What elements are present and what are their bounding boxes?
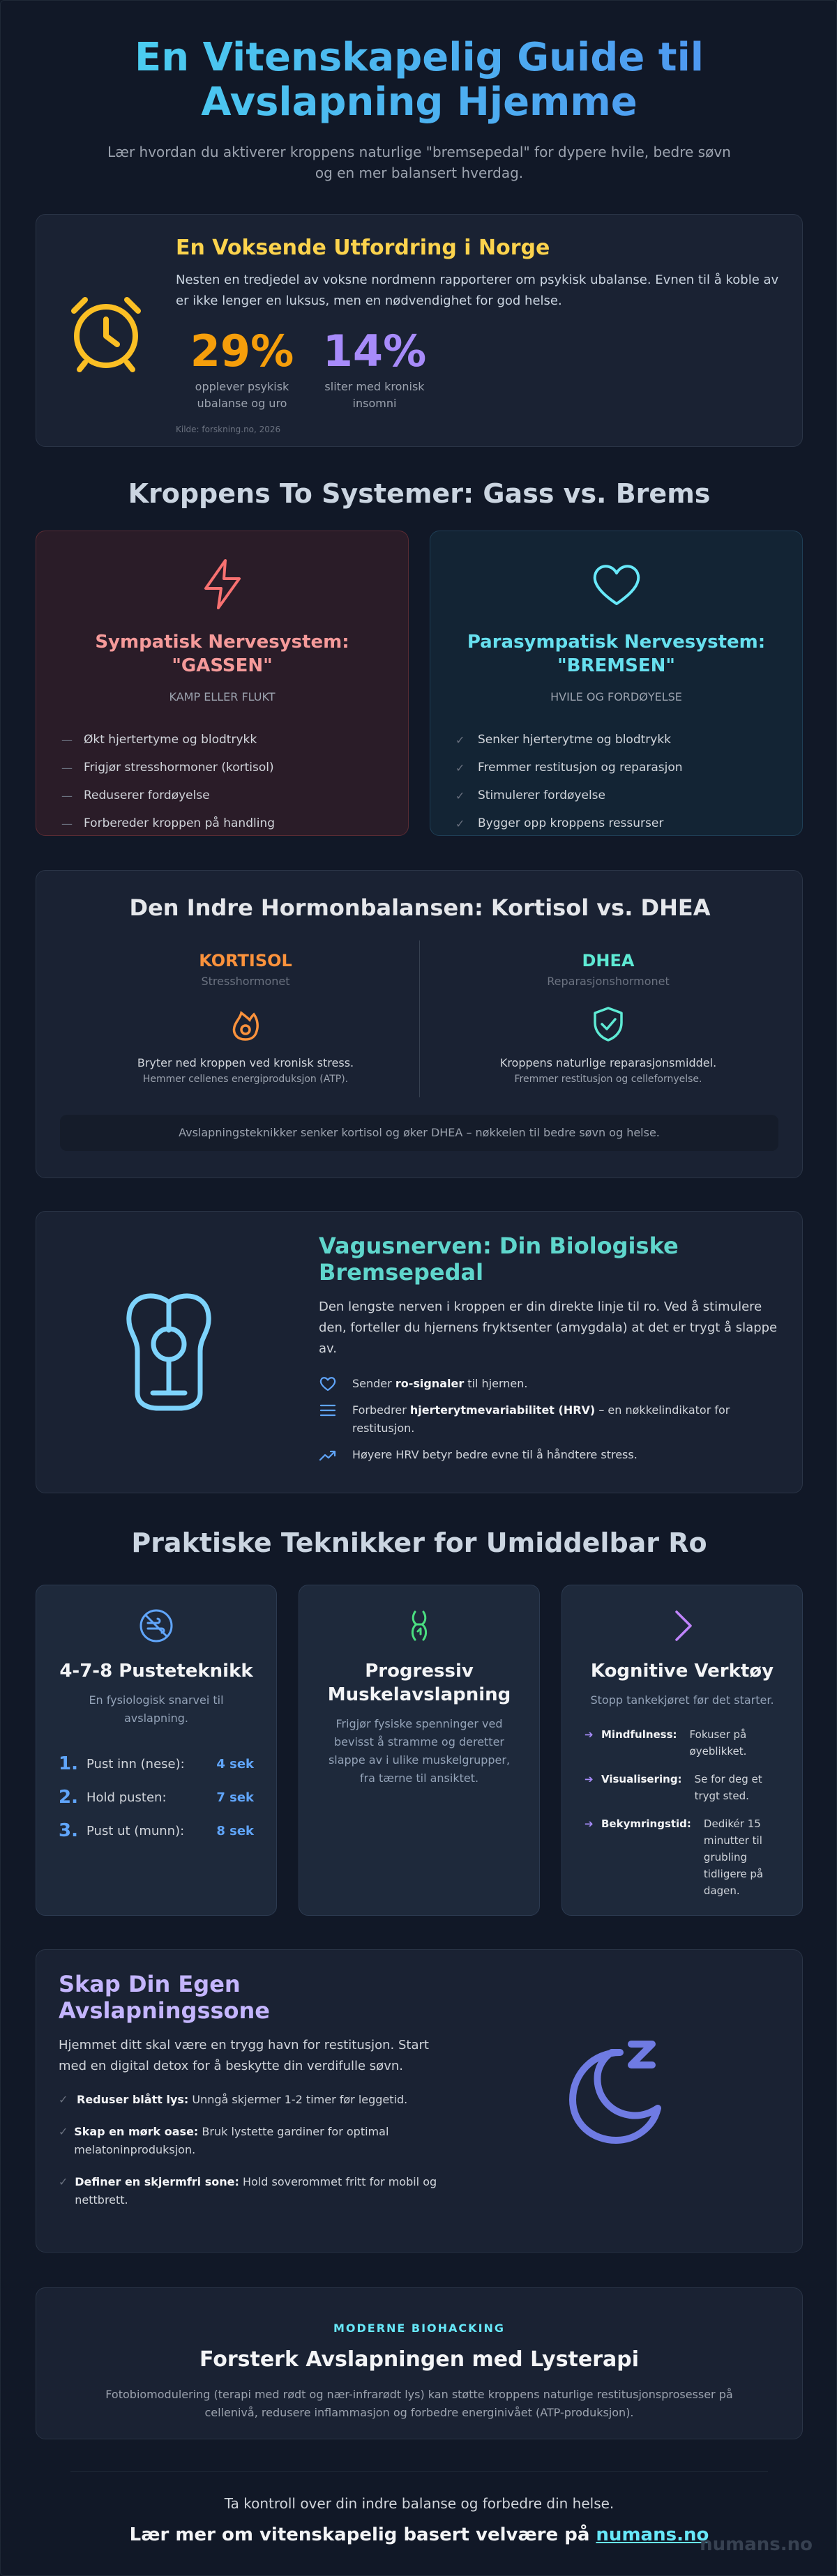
zone-card (36, 1949, 803, 2253)
parasympathetic-list (455, 726, 777, 837)
vagus-title: Vagusnerven: Din Biologiske Bremsepedal (319, 1233, 679, 1286)
dash-icon: — (61, 761, 73, 775)
vagus-nerve-icon (116, 1288, 221, 1414)
list-item-text (352, 1446, 638, 1464)
list-item-text (74, 2123, 449, 2159)
list-item (455, 754, 777, 782)
dhea-desc: Kroppens naturlige reparasjonsmiddel. (499, 1056, 717, 1069)
footer-line1: Ta kontroll over din indre balanse og forbedre din helse. (224, 2495, 614, 2512)
text-bold: Skap en mørk oase: (74, 2125, 199, 2138)
breathing-sub: En fysiologisk snarvei til avslapning. (89, 1693, 224, 1725)
lines-icon (319, 1401, 337, 1419)
list-item (61, 809, 383, 837)
list-item (455, 782, 777, 809)
check-icon: ✓ (455, 761, 465, 775)
hormone-summary: Avslapningsteknikker senker kortisol og øker DHEA – nøkkelen til bedre søvn og helse. (60, 1115, 778, 1151)
muscle-card (299, 1585, 540, 1916)
list-item (59, 2173, 449, 2209)
flame-icon (226, 1005, 265, 1044)
list-item-text: Stimulerer fordøyelse (478, 788, 605, 802)
trend-up-icon (319, 1446, 337, 1464)
alarm-clock-icon (64, 291, 148, 375)
list-item-value: Dedikér 15 minutter til grubling tidligere på dagen. (703, 1817, 764, 1897)
step-value: 4 sek (216, 1756, 254, 1771)
list-item-text: Reduserer fordøyelse (84, 788, 210, 802)
step-label: Hold pusten: (86, 1790, 167, 1805)
parasympathetic-card (430, 531, 803, 836)
text: Høyere HRV betyr bedre evne til å håndtere stress. (352, 1448, 638, 1461)
list-item-value: Se for deg et trygt sted. (694, 1773, 762, 1802)
zone-title: Skap Din Egen Avslapningssone (59, 1971, 270, 2024)
list-item-text: Forbereder kroppen på handling (84, 816, 275, 830)
step-row (59, 1781, 254, 1814)
list-item-key: Mindfulness: (601, 1728, 677, 1741)
hero (36, 36, 803, 183)
stat-value: 14% (322, 326, 427, 376)
step-row (59, 1814, 254, 1847)
vagus-text: Den lengste nerven i kroppen er din direkte linje til ro. Ved å stimulere den, forteller du hjernens fryktsenter (amygdala) at det er trygt å slappe av. (319, 1300, 778, 1356)
source-note: Kilde: forskning.no, 2026 (176, 425, 281, 434)
list-item-text: Fremmer restitusjon og reparasjon (478, 761, 683, 775)
list-item (455, 809, 777, 837)
list-item (319, 1446, 783, 1464)
light-title: Forsterk Avslapningen med Lysterapi (199, 2347, 640, 2372)
dash-icon: — (61, 733, 73, 747)
muscle-icon (400, 1606, 439, 1645)
cortisol-column (71, 951, 420, 1085)
list-item (455, 726, 777, 754)
dash-icon: — (61, 788, 73, 802)
step-label: Pust ut (munn): (86, 1823, 185, 1838)
dash-icon: — (61, 816, 73, 830)
hormone-card (36, 870, 803, 1178)
list-item-key: Visualisering: (601, 1773, 682, 1785)
stats (176, 328, 783, 412)
step-row (59, 1747, 254, 1781)
zone-body (59, 1971, 449, 2209)
brand-watermark: numans.no (700, 2534, 813, 2555)
parasympathetic-subtitle: HVILE OG FORDØYELSE (550, 690, 682, 703)
systems-title: Kroppens To Systemer: Gass vs. Brems (128, 478, 711, 509)
cortisol-note: Hemmer cellenes energiproduksjon (ATP). (142, 1074, 349, 1085)
list-item (61, 726, 383, 754)
list-item (61, 782, 383, 809)
vagus-list (319, 1375, 783, 1464)
text-bold: Reduser blått lys: (77, 2093, 189, 2106)
moon-icon (556, 2037, 668, 2149)
stat-value: 29% (190, 326, 294, 376)
text: Bruk lystette gardiner for optimal melatoninproduksjon. (74, 2125, 389, 2156)
list-item (585, 1726, 780, 1760)
arrow-icon: ➔ (585, 1817, 594, 1830)
sympathetic-card (36, 531, 409, 836)
challenge-text: Nesten en tredjedel av voksne nordmenn rapporterer om psykisk ubalanse. Evnen til å koble av er ikke lenger en luksus, men en nødvendighet for god helse. (176, 273, 779, 308)
cortisol-name: KORTISOL (199, 951, 292, 970)
footer-divider (70, 2471, 768, 2472)
list-item (61, 754, 383, 782)
list-item-key: Bekymringstid: (601, 1817, 691, 1830)
heart-icon (319, 1375, 337, 1393)
hormone-title: Den Indre Hormonbalansen: Kortisol vs. DHEA (129, 894, 711, 921)
parasympathetic-title: Parasympatisk Nervesystem: "BREMSEN" (467, 632, 766, 676)
divider (419, 940, 420, 1097)
cognitive-card (561, 1585, 803, 1916)
breathing-steps (59, 1747, 254, 1847)
cognitive-list (585, 1726, 780, 1899)
heart-icon (589, 556, 644, 612)
light-tag: MODERNE BIOHACKING (333, 2322, 506, 2335)
list-item-value: Fokuser på øyeblikket. (689, 1728, 747, 1758)
sympathetic-list (61, 726, 383, 837)
arrow-icon: ➔ (585, 1773, 594, 1785)
light-text: Fotobiomodulering (terapi med rødt og nær-infrarødt lys) kan støtte kroppens naturlige restitusjonsprosesser på cellenivå, redusere inflammasjon og forbedre energinivået (ATP-produksjon). (105, 2388, 733, 2419)
muscle-sub: Frigjør fysiske spenninger ved bevisst å stramme og deretter slappe av i ulike muskelgrupper, fra tærne til ansiktet. (328, 1717, 511, 1785)
step-value: 7 sek (216, 1790, 254, 1805)
muscle-title: Progressiv Muskelavslapning (327, 1661, 511, 1705)
list-item-text (352, 1401, 783, 1438)
breathing-card (36, 1585, 277, 1916)
light-card (36, 2287, 803, 2439)
challenge-card (36, 214, 803, 447)
dhea-name: DHEA (582, 951, 635, 970)
cortisol-sub: Stresshormonet (201, 975, 290, 988)
list-item (319, 1401, 783, 1438)
page-subtitle: Lær hvordan du aktiverer kroppens naturlige "bremsepedal" for dypere hvile, bedre søvn og en mer balansert hverdag. (107, 144, 731, 181)
step-number: 2. (59, 1787, 78, 1808)
list-item-text: Frigjør stresshormoner (kortisol) (84, 761, 274, 775)
text: Unngå skjermer 1-2 timer før leggetid. (188, 2093, 408, 2106)
check-icon: ✓ (455, 816, 465, 830)
techniques-title: Praktiske Teknikker for Umiddelbar Ro (131, 1527, 707, 1558)
breathing-title: 4-7-8 Pusteteknikk (59, 1661, 253, 1682)
text-bold: Definer en skjermfri sone: (75, 2175, 239, 2188)
cognitive-title: Kognitive Verktøy (590, 1661, 774, 1682)
sympathetic-title: Sympatisk Nervesystem: "GASSEN" (95, 632, 349, 676)
challenge-title: En Voksende Utfordring i Norge (176, 236, 550, 260)
text-bold: ro-signaler (395, 1377, 465, 1390)
dhea-note: Fremmer restitusjon og cellefornyelse. (514, 1074, 702, 1085)
check-icon: ✓ (59, 2093, 68, 2106)
dhea-sub: Reparasjonshormonet (547, 975, 670, 988)
list-item-text (352, 1375, 528, 1393)
step-label: Pust inn (nese): (86, 1756, 185, 1771)
footer-text: Lær mer om vitenskapelig basert velvære på (129, 2524, 596, 2545)
list-item (585, 1815, 780, 1899)
no-wind-icon (137, 1606, 176, 1645)
zone-text: Hjemmet ditt skal være en trygg havn for restitusjon. Start med en digital detox for å beskytte din verdifulle søvn. (59, 2038, 429, 2073)
stat-caption: sliter med kronisk insomni (324, 380, 425, 410)
list-item (319, 1375, 783, 1393)
arrow-icon: ➔ (585, 1728, 594, 1741)
page-title: En Vitenskapelig Guide til Avslapning Hjemme (36, 36, 803, 125)
list-item (59, 2091, 449, 2109)
text: – en nøkkelindikator for restitusjon. (352, 1403, 730, 1435)
check-icon: ✓ (59, 2125, 68, 2138)
chevron-right-icon (663, 1606, 702, 1645)
text-bold: hjerterytmevariabilitet (HRV) (409, 1403, 596, 1417)
stat-caption: opplever psykisk ubalanse og uro (195, 380, 289, 410)
list-item-text (77, 2091, 407, 2109)
cognitive-sub: Stopp tankekjøret før det starter. (590, 1693, 774, 1707)
list-item-text: Senker hjerterytme og blodtrykk (478, 733, 672, 747)
dhea-column (434, 951, 783, 1085)
stat-anxiety (176, 328, 308, 412)
text: Forbedrer (352, 1403, 410, 1417)
list-item-text: Bygger opp kroppens ressurser (478, 816, 664, 830)
text: til hjernen. (464, 1377, 528, 1390)
shield-check-icon (589, 1005, 628, 1044)
text: Sender (352, 1377, 395, 1390)
stat-insomnia (308, 328, 441, 412)
cortisol-desc: Bryter ned kroppen ved kronisk stress. (137, 1056, 354, 1069)
vagus-card (36, 1211, 803, 1493)
step-number: 3. (59, 1820, 78, 1841)
step-number: 1. (59, 1753, 78, 1774)
challenge-body (176, 236, 783, 434)
list-item (59, 2123, 449, 2159)
list-item-text (75, 2173, 449, 2209)
check-icon: ✓ (455, 788, 465, 802)
list-item-text: Økt hjertertyme og blodtrykk (84, 733, 257, 747)
step-value: 8 sek (216, 1823, 254, 1838)
check-icon: ✓ (59, 2175, 68, 2188)
list-item (585, 1771, 780, 1804)
check-icon: ✓ (455, 733, 465, 747)
numans-link[interactable]: numans.no (596, 2524, 709, 2545)
sympathetic-subtitle: KAMP ELLER FLUKT (169, 690, 276, 703)
lightning-icon (195, 556, 250, 612)
vagus-body (319, 1233, 783, 1464)
text: Hold soverommet fritt for mobil og nettbrett. (75, 2175, 437, 2207)
